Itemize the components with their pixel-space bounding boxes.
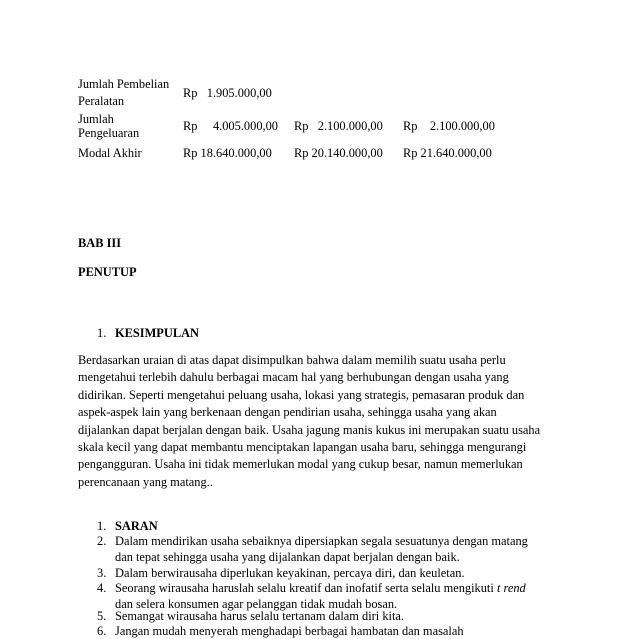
table-cell: Rp 21.640.000,00	[403, 146, 492, 160]
table-row-label: Pengeluaran	[78, 126, 140, 140]
table-row-label: Peralatan	[78, 94, 125, 108]
paragraph-line: perencanaan yang matang..	[78, 474, 213, 489]
list-text: Dalam mendirikan usaha sebaiknya dipersiapkan segala sesuatunya dengan matang	[115, 534, 528, 548]
paragraph-line: skala kecil yang dapat membantu menciptakan lapangan usaha baru, sehingga mengurangi	[78, 439, 527, 454]
paragraph-line: didirikan. Seperti mengetahui peluang usaha, lokasi yang strategis, pemasaran produk dan	[78, 387, 525, 402]
paragraph-line: Berdasarkan uraian di atas dapat disimpulkan bahwa dalam memilih suatu usaha perlu	[78, 353, 506, 367]
list-number: 1.	[97, 519, 107, 533]
kesimpulan-paragraph	[78, 352, 558, 491]
list-text: Jangan mudah menyerah menghadapi berbagai hambatan dan masalah	[115, 624, 464, 638]
list-number: 2.	[97, 534, 107, 548]
list-text-continuation: dan tepat sehingga usaha yang dijalankan dapat berjalan dengan baik.	[115, 550, 460, 564]
list-number: 6.	[97, 624, 107, 638]
table-cell: Rp 20.140.000,00	[294, 146, 383, 160]
paragraph-line: pengangguran. Usaha ini tidak memerlukan modal yang cukup besar, namun memerlukan	[78, 457, 523, 472]
list-number: 3.	[97, 566, 107, 580]
list-text: Semangat wirausaha harus selalu tertanam dalam diri kita.	[115, 609, 405, 623]
table-cell: Rp 4.005.000,00	[183, 119, 278, 133]
table-row-label: Jumlah Pembelian	[78, 77, 170, 91]
table-cell: Rp 2.100.000,00	[403, 119, 495, 133]
list-number: 4.	[97, 581, 107, 595]
chapter-title: PENUTUP	[78, 265, 137, 279]
paragraph-line: dijalankan dapat berjalan dengan baik. Usaha jagung manis kukus ini merupakan suatu usaha	[78, 422, 541, 437]
table-row-label: Modal Akhir	[78, 146, 142, 160]
list-text-continuation: dan selera konsumen agar pelanggan tidak mudah bosan.	[115, 597, 398, 611]
paragraph-line: aspek-aspek lain yang berkenaan dengan pendirian usaha, sehingga usaha yang akan	[78, 405, 497, 420]
section-number: 1.	[97, 326, 107, 340]
list-text: Seorang wirausaha haruslah selalu kreatif dan inofatif serta selalu mengikuti t rend	[115, 581, 526, 595]
section-title: KESIMPULAN	[115, 326, 199, 340]
table-cell: Rp 18.640.000,00	[183, 146, 272, 160]
table-row-label: Jumlah	[78, 112, 114, 126]
paragraph-line: mengetahui terlebih dahulu berbagai macam hal yang berhubungan dengan usaha yang	[78, 370, 509, 385]
list-number: 5.	[97, 609, 107, 623]
table-cell: Rp 2.100.000,00	[294, 119, 383, 133]
list-text: Dalam berwirausaha diperlukan keyakinan, percaya diri, dan keuletan.	[115, 566, 465, 580]
list-text: SARAN	[115, 519, 158, 533]
table-cell: Rp 1.905.000,00	[183, 86, 272, 100]
trend-word: t rend	[496, 581, 526, 595]
chapter-number: BAB III	[78, 236, 122, 250]
